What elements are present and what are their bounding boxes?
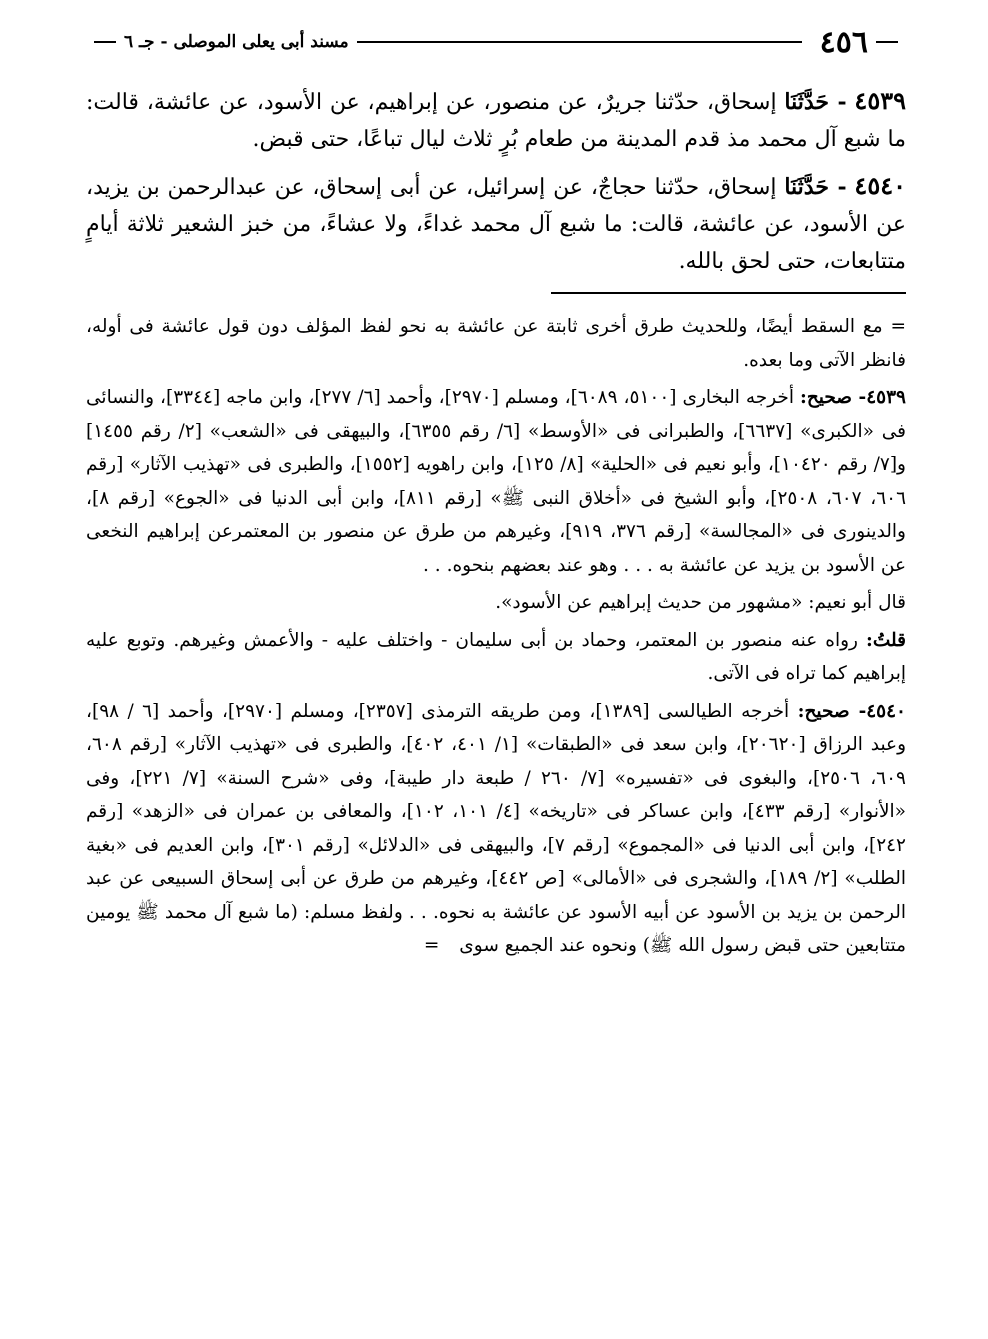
hadith-lead: حَدَّثَنَا [784,89,829,115]
header-rule-middle [357,41,802,43]
footnote-label: ٤٥٤٠- صحيح: [797,700,906,722]
hadith-4539: ٤٥٣٩ - حَدَّثَنَا إسحاق، حدّثنا جريرٌ، عن منصور، عن إبراهيم، عن الأسود، عن عائشة، قالت: ما شبع آل محمد مذ قدم المدينة من طعام بُرٍ ثلاث ليال تباعًا، حتى قبض. [86,86,906,152]
page-number: ٤٥٦ [819,24,868,60]
footnote-separator [551,292,906,294]
hadith-body: إسحاق، حدّثنا جريرٌ، عن منصور، عن إبراهيم، عن الأسود، عن عائشة، قالت: ما شبع آل محمد مذ قدم المدينة من طعام بُرٍ ثلاث ليال تباعًا، حتى قبض. [86,90,906,152]
footnote-label: ٤٥٣٩- صحيح: [799,387,906,408]
footnotes [86,310,906,963]
header-rule-left [876,41,898,43]
footnote-text: رواه عنه منصور بن المعتمر، وحماد بن أبى سليمان - واختلف عليه - والأعمش وغيرهم. وتوبع عليه إبراهيم كما تراه فى الآتى. [86,629,906,684]
book-title: مسند أبى يعلى الموصلى - جـ ٦ [124,32,349,52]
page [86,22,906,967]
footnote-qultu [86,624,906,691]
hadith-text [86,82,906,280]
continuation-mark: = [890,316,906,337]
hadith-4540: ٤٥٤٠ - حَدَّثَنَا إسحاق، حدّثنا حجاجٌ، عن إسرائيل، عن أبى إسحاق، عن عبدالرحمن بن يزيد، عن الأسود، عن عائشة، قالت: ما شبع آل محمد غداءً، ولا عشاءً، من خبز الشعير ثلاثة أيامٍ متتابعات، حتى لحق بالله. [86,171,906,274]
hadith-number: ٤٥٣٩ [854,86,906,115]
running-header [86,22,906,62]
footnote-text: مع السقط أيضًا، وللحديث طرق أخرى ثابتة عن عائشة به نحو لفظ المؤلف دون قول عائشة فى أوله، فانظر الآتى وما بعده. [86,316,906,371]
footnote-4539 [86,381,906,582]
footnote-continuation [86,310,906,377]
trailing-continuation-mark: = [423,935,440,956]
hadith-body: إسحاق، حدّثنا حجاجٌ، عن إسرائيل، عن أبى إسحاق، عن عبدالرحمن بن يزيد، عن الأسود، عن عائشة، قالت: ما شبع آل محمد غداءً، ولا عشاءً، من خبز الشعير ثلاثة أيامٍ متتابعات، حتى لحق بالله. [86,175,906,274]
footnote-text: قال أبو نعيم: «مشهور من حديث إبراهيم عن الأسود». [495,592,906,613]
footnote-text: أخرجه البخارى [٥١٠٠، ٦٠٨٩]، ومسلم [٢٩٧٠]، وأحمد [٦/ ٢٧٧]، وابن ماجه [٣٣٤٤]، والنسائى فى «الكبرى» [٦٦٣٧]، والطبرانى فى «الأوسط» [٦/ رقم ٦٣٥٥]، والبيهقى فى «الشعب» [٢/ رقم ١٤٥٥] و[٧/ رقم ١٠٤٢٠]، وأبو نعيم فى «الحلية» [٨/ ١٢٥]، وابن راهويه [١٥٥٢]، والطبرى فى «تهذيب الآثار» [رقم ٦٠٦، ٦٠٧، ٢٥٠٨]، وأبو الشيخ فى «أخلاق النبى ﷺ» [رقم ٨١١]، وابن أبى الدنيا فى «الجوع» [رقم ٨]، والدينورى فى «المجالسة» [رقم ٣٧٦، ٩١٩]، وغيرهم من طرق عن منصور بن المعتمرعن إبراهيم النخعى عن الأسود بن يزيد عن عائشة به . . . وهو عند بعضهم بنحوه. . . [86,387,907,576]
header-rule-right [94,41,116,43]
hadith-lead: حَدَّثَنَا [784,174,829,200]
footnote-label: قلتُ: [866,629,906,651]
footnote-4540 [86,695,906,963]
footnote-abu-nuaym [86,586,906,620]
hadith-number: ٤٥٤٠ [854,171,906,200]
footnote-text: أخرجه الطيالسى [١٣٨٩]، ومن طريقه الترمذى [٢٣٥٧]، ومسلم [٢٩٧٠]، وأحمد [٦ / ٩٨]، وعبد الرزاق [٢٠٦٢٠]، وابن سعد فى «الطبقات» [١/ ٤٠١، ٤٠٢]، والطبرى فى «تهذيب الآثار» [رقم ٦٠٨، ٦٠٩، ٢٥٠٦]، والبغوى فى «تفسيره» [٧/ ٢٦٠ / طبعة دار طيبة]، وفى «شرح السنة» [٧/ ٢٢١]، وفى «الأنوار» [رقم ٤٣٣]، وابن عساكر فى «تاريخه» [٤/ ١٠١، ١٠٢]، والمعافى بن عمران فى «الزهد» [رقم ٢٤٢]، وابن أبى الدنيا فى «المجموع» [رقم ٧]، والبيهقى فى «الدلائل» [رقم ٣٠١]، وابن العديم فى «بغية الطلب» [٢/ ١٨٩]، والشجرى فى «الأمالى» [ص ٤٤٢]، وغيرهم من طرق عن أبى إسحاق السبيعى عن عبد الرحمن بن يزيد بن الأسود عن أبيه الأسود عن عائشة به نحوه. . . ولفظ مسلم: (ما شبع آل محمد ﷺ يومين متتابعين حتى قبض رسول الله ﷺ) ونحوه عند الجميع سوى [86,700,907,956]
